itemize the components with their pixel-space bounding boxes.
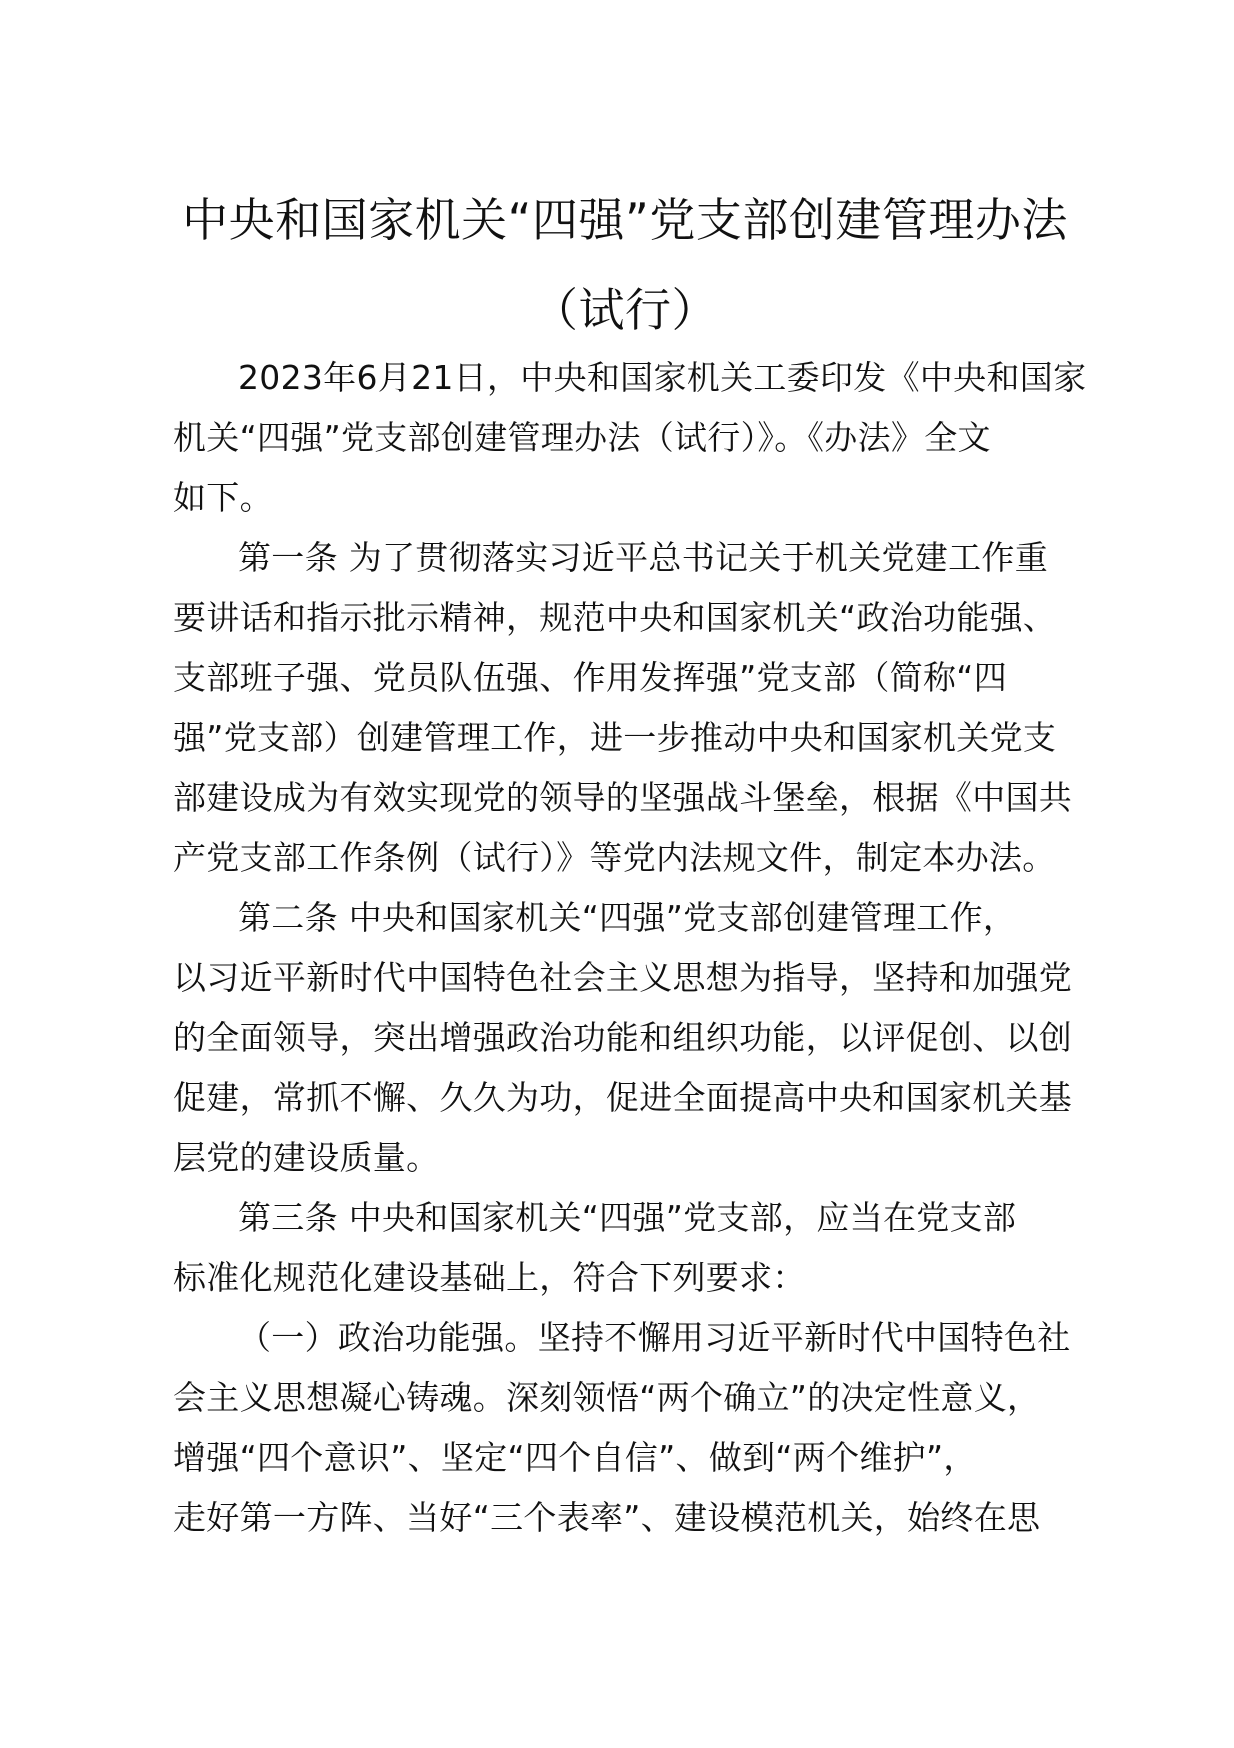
- paragraph-line: 机关“四强”党支部创建管理办法（试行）》。《办法》全文: [173, 418, 991, 457]
- paragraph-line: 产党支部工作条例（试行）》等党内法规文件，制定本办法。: [173, 838, 1056, 877]
- document-title: 中央和国家机关“四强”党支部创建管理办法: [182, 193, 1068, 247]
- paragraph-line: 要讲话和指示批示精神，规范中央和国家机关“政治功能强、: [173, 598, 1057, 637]
- paragraph-line: 部建设成为有效实现党的领导的坚强战斗堡垒，根据《中国共: [173, 778, 1073, 817]
- paragraph-line: 层党的建设质量。: [173, 1138, 440, 1177]
- paragraph-line: 促建，常抓不懈、久久为功，促进全面提高中央和国家机关基: [173, 1078, 1073, 1117]
- paragraph-line: 标准化规范化建设基础上，符合下列要求：: [173, 1258, 806, 1297]
- paragraph-line: 如下。: [173, 478, 273, 517]
- article-1-line: 第一条 为了贯彻落实习近平总书记关于机关党建工作重: [238, 538, 1048, 577]
- paragraph-line: 支部班子强、党员队伍强、作用发挥强”党支部（简称“四: [173, 658, 1007, 697]
- paragraph-line: 会主义思想凝心铸魂。深刻领悟“两个确立”的决定性意义，: [173, 1378, 1041, 1417]
- paragraph-line: 走好第一方阵、当好“三个表率”、建设模范机关，始终在思: [173, 1498, 1041, 1537]
- item-1-line: （一）政治功能强。坚持不懈用习近平新时代中国特色社: [238, 1318, 1071, 1357]
- document-title-subtitle: （试行）: [532, 283, 718, 337]
- paragraph-line: 的全面领导，突出增强政治功能和组织功能，以评促创、以创: [173, 1018, 1073, 1057]
- paragraph-line: 强”党支部）创建管理工作，进一步推动中央和国家机关党支: [173, 718, 1057, 757]
- paragraph-line: 以习近平新时代中国特色社会主义思想为指导，坚持和加强党: [173, 958, 1073, 997]
- article-3-line: 第三条 中央和国家机关“四强”党支部，应当在党支部: [238, 1198, 1017, 1237]
- article-2-line: 第二条 中央和国家机关“四强”党支部创建管理工作，: [238, 898, 1017, 937]
- paragraph-line: 2023年6月21日，中央和国家机关工委印发《中央和国家: [238, 358, 1087, 397]
- paragraph-line: 增强“四个意识”、坚定“四个自信”、做到“两个维护”，: [173, 1438, 977, 1477]
